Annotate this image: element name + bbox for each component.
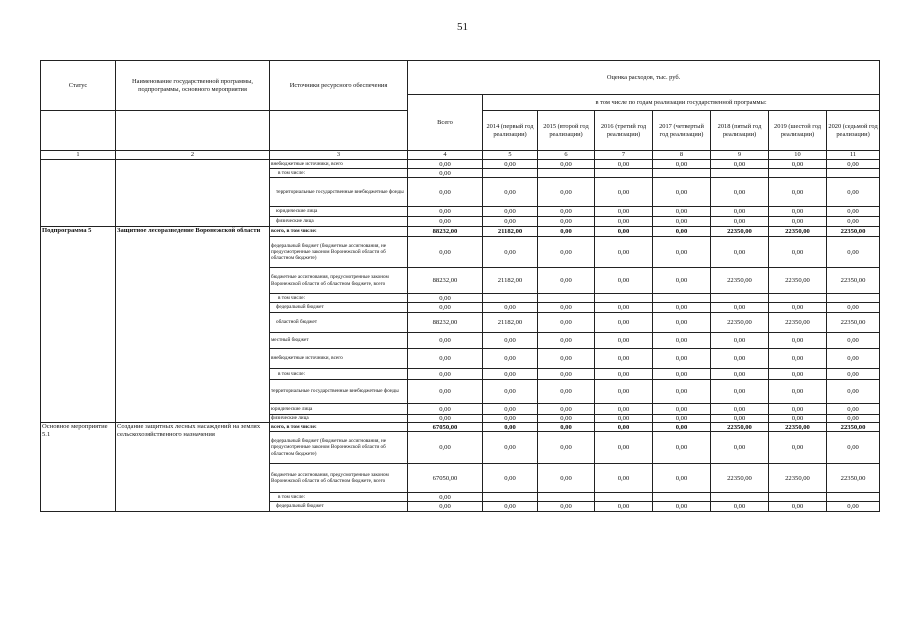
year-value-cell: 0,00 [711,178,769,207]
year-value-cell: 22350,00 [827,313,880,333]
source-cell: территориальные государственные внебюджетные фонды [270,178,408,207]
year-value-cell: 0,00 [595,237,653,268]
year-value-cell: 0,00 [538,303,595,313]
year-value-cell: 0,00 [538,464,595,493]
year-value-cell [483,493,538,502]
table-row [41,423,880,432]
year-value-cell: 0,00 [653,207,711,217]
year-value-cell [711,294,769,303]
total-value-cell: 0,00 [408,493,483,502]
source-cell: юридические лица [270,207,408,217]
year-value-cell: 0,00 [595,227,653,237]
year-value-cell: 0,00 [483,207,538,217]
header-year: 2014 (первый год реализации) [483,111,538,151]
year-value-cell: 22350,00 [827,227,880,237]
total-value-cell: 0,00 [408,217,483,227]
year-value-cell: 0,00 [483,415,538,423]
year-value-cell [827,294,880,303]
column-number: 3 [270,151,408,160]
source-cell: внебюджетные источники, всего [270,160,408,169]
year-value-cell: 0,00 [538,423,595,432]
year-value-cell: 0,00 [769,432,827,464]
total-value-cell: 0,00 [408,160,483,169]
year-value-cell: 0,00 [538,160,595,169]
year-value-cell [483,169,538,178]
year-value-cell [827,169,880,178]
year-value-cell: 0,00 [653,369,711,380]
status-cell: Подпрограмма 5 [41,227,116,423]
header-sources: Источники ресурсного обеспечения [270,61,408,111]
year-value-cell: 0,00 [653,303,711,313]
column-number: 4 [408,151,483,160]
status-cell [41,160,116,227]
source-cell: в том числе: [270,294,408,303]
source-cell: федеральный бюджет (бюджетные ассигнования, не предусмотренные законом Воронежской области об областном бюджете) [270,237,408,268]
year-value-cell: 0,00 [483,333,538,349]
year-value-cell: 0,00 [653,217,711,227]
year-value-cell: 0,00 [595,404,653,415]
year-value-cell [711,493,769,502]
source-cell: всего, в том числе: [270,423,408,432]
year-value-cell: 0,00 [483,178,538,207]
column-number: 11 [827,151,880,160]
year-value-cell: 0,00 [769,380,827,404]
year-value-cell: 0,00 [711,207,769,217]
source-cell: в том числе: [270,369,408,380]
year-value-cell [769,169,827,178]
year-value-cell: 22350,00 [769,423,827,432]
year-value-cell: 0,00 [827,160,880,169]
year-value-cell: 0,00 [595,303,653,313]
header-name: Наименование государственной программы, подпрограммы, основного мероприятия [116,61,270,111]
year-value-cell: 0,00 [827,303,880,313]
year-value-cell: 0,00 [711,380,769,404]
column-number: 6 [538,151,595,160]
year-value-cell: 0,00 [538,349,595,369]
year-value-cell: 22350,00 [827,268,880,294]
year-value-cell: 0,00 [595,313,653,333]
year-value-cell: 0,00 [769,369,827,380]
year-value-cell [595,493,653,502]
year-value-cell: 0,00 [769,207,827,217]
year-value-cell: 21182,00 [483,268,538,294]
year-value-cell: 0,00 [595,502,653,512]
year-value-cell: 0,00 [483,160,538,169]
header-year: 2019 (шестой год реализации) [769,111,827,151]
year-value-cell: 0,00 [483,369,538,380]
year-value-cell: 0,00 [711,303,769,313]
year-value-cell: 0,00 [653,333,711,349]
year-value-cell: 0,00 [769,160,827,169]
total-value-cell: 0,00 [408,237,483,268]
year-value-cell: 0,00 [595,178,653,207]
column-number: 5 [483,151,538,160]
year-value-cell: 0,00 [538,268,595,294]
year-value-cell: 0,00 [711,369,769,380]
column-number: 8 [653,151,711,160]
year-value-cell [653,493,711,502]
year-value-cell: 0,00 [711,349,769,369]
source-cell: юридические лица [270,404,408,415]
year-value-cell: 0,00 [769,217,827,227]
total-value-cell: 88232,00 [408,313,483,333]
year-value-cell: 0,00 [483,349,538,369]
source-cell: федеральный бюджет [270,303,408,313]
total-value-cell: 0,00 [408,207,483,217]
year-value-cell: 0,00 [653,313,711,333]
total-value-cell: 88232,00 [408,268,483,294]
expenditure-table [40,60,880,512]
header-year: 2020 (седьмой год реализации) [827,111,880,151]
year-value-cell: 0,00 [711,502,769,512]
year-value-cell: 22350,00 [711,423,769,432]
total-value-cell: 0,00 [408,415,483,423]
year-value-cell [769,493,827,502]
year-value-cell: 22350,00 [769,464,827,493]
year-value-cell: 0,00 [769,178,827,207]
year-value-cell [538,169,595,178]
source-cell: в том числе: [270,169,408,178]
year-value-cell: 0,00 [827,178,880,207]
year-value-cell: 0,00 [653,380,711,404]
year-value-cell: 21182,00 [483,227,538,237]
year-value-cell: 0,00 [538,178,595,207]
year-value-cell: 0,00 [711,404,769,415]
year-value-cell: 0,00 [483,380,538,404]
year-value-cell: 0,00 [595,268,653,294]
source-cell: бюджетные ассигнования, предусмотренные законом Воронежской области об областном бюджете, всего [270,464,408,493]
year-value-cell: 0,00 [538,369,595,380]
total-value-cell: 0,00 [408,178,483,207]
year-value-cell: 0,00 [653,349,711,369]
year-value-cell: 0,00 [538,333,595,349]
year-value-cell: 0,00 [827,502,880,512]
year-value-cell: 0,00 [595,333,653,349]
status-cell: Основное мероприятие 5.1 [41,423,116,512]
year-value-cell: 0,00 [595,349,653,369]
year-value-cell: 0,00 [827,217,880,227]
year-value-cell: 0,00 [483,432,538,464]
column-number: 1 [41,151,116,160]
year-value-cell: 0,00 [711,237,769,268]
year-value-cell: 0,00 [595,423,653,432]
year-value-cell: 0,00 [711,217,769,227]
source-cell: физические лица [270,415,408,423]
column-number: 7 [595,151,653,160]
table-row [41,160,880,169]
source-cell: бюджетные ассигнования, предусмотренные законом Воронежской области об областном бюджете, всего [270,268,408,294]
page-number: 51 [457,21,468,33]
year-value-cell: 0,00 [538,380,595,404]
column-number: 10 [769,151,827,160]
year-value-cell: 0,00 [653,423,711,432]
year-value-cell: 0,00 [483,217,538,227]
year-value-cell: 22350,00 [711,268,769,294]
year-value-cell: 22350,00 [769,313,827,333]
year-value-cell: 0,00 [538,207,595,217]
program-name-cell [116,160,270,227]
column-number: 9 [711,151,769,160]
year-value-cell: 0,00 [595,207,653,217]
year-value-cell: 0,00 [653,415,711,423]
source-cell: федеральный бюджет (бюджетные ассигнования, не предусмотренные законом Воронежской области об областном бюджете) [270,432,408,464]
total-value-cell: 0,00 [408,380,483,404]
year-value-cell: 21182,00 [483,313,538,333]
source-cell: федеральный бюджет [270,502,408,512]
header-year: 2018 (пятый год реализации) [711,111,769,151]
year-value-cell [827,493,880,502]
header-year: 2017 (четвертый год реализации) [653,111,711,151]
year-value-cell [595,294,653,303]
year-value-cell: 0,00 [483,237,538,268]
source-cell: территориальные государственные внебюджетные фонды [270,380,408,404]
year-value-cell: 0,00 [595,464,653,493]
year-value-cell: 0,00 [653,268,711,294]
year-value-cell: 0,00 [653,432,711,464]
year-value-cell: 22350,00 [769,268,827,294]
year-value-cell: 0,00 [769,333,827,349]
total-value-cell: 0,00 [408,369,483,380]
total-value-cell: 0,00 [408,303,483,313]
table-body [41,160,880,512]
year-value-cell [595,169,653,178]
year-value-cell: 0,00 [827,415,880,423]
total-value-cell: 67050,00 [408,464,483,493]
year-value-cell: 0,00 [653,227,711,237]
year-value-cell: 0,00 [711,432,769,464]
total-value-cell: 88232,00 [408,227,483,237]
source-cell: внебюджетные источники, всего [270,349,408,369]
year-value-cell: 22350,00 [769,227,827,237]
year-value-cell: 0,00 [595,380,653,404]
year-value-cell: 0,00 [595,415,653,423]
year-value-cell: 0,00 [827,404,880,415]
year-value-cell: 0,00 [483,502,538,512]
total-value-cell: 0,00 [408,349,483,369]
header-status: Статус [41,61,116,111]
year-value-cell: 0,00 [711,160,769,169]
year-value-cell [653,169,711,178]
header-by-years: в том числе по годам реализации государственной программы: [483,95,880,111]
year-value-cell: 0,00 [483,464,538,493]
year-value-cell: 0,00 [653,178,711,207]
year-value-cell: 0,00 [769,415,827,423]
program-name-cell: Защитное лесоразведение Воронежской области [116,227,270,423]
year-value-cell: 0,00 [483,423,538,432]
header-year: 2016 (третий год реализации) [595,111,653,151]
year-value-cell: 0,00 [653,404,711,415]
source-cell: местный бюджет [270,333,408,349]
year-value-cell: 0,00 [538,313,595,333]
total-value-cell: 0,00 [408,169,483,178]
source-cell: в том числе: [270,493,408,502]
year-value-cell: 22350,00 [711,227,769,237]
column-number: 2 [116,151,270,160]
year-value-cell: 0,00 [827,333,880,349]
year-value-cell [538,493,595,502]
year-value-cell: 0,00 [769,303,827,313]
total-value-cell: 0,00 [408,294,483,303]
year-value-cell: 0,00 [827,349,880,369]
year-value-cell: 0,00 [538,502,595,512]
year-value-cell: 0,00 [827,432,880,464]
year-value-cell: 0,00 [827,380,880,404]
year-value-cell: 0,00 [538,415,595,423]
year-value-cell: 0,00 [538,404,595,415]
year-value-cell: 0,00 [711,333,769,349]
total-value-cell: 0,00 [408,502,483,512]
year-value-cell: 22350,00 [827,464,880,493]
year-value-cell [653,294,711,303]
year-value-cell: 0,00 [711,415,769,423]
year-value-cell: 0,00 [483,404,538,415]
year-value-cell: 0,00 [653,160,711,169]
year-value-cell: 0,00 [653,237,711,268]
year-value-cell: 0,00 [595,369,653,380]
total-value-cell: 0,00 [408,333,483,349]
year-value-cell: 0,00 [538,227,595,237]
program-name-cell: Создание защитных лесных насаждений на землях сельскохозяйственного назначения [116,423,270,512]
year-value-cell: 0,00 [653,464,711,493]
year-value-cell: 0,00 [827,207,880,217]
year-value-cell: 0,00 [769,404,827,415]
year-value-cell [483,294,538,303]
source-cell: областной бюджет [270,313,408,333]
year-value-cell: 0,00 [827,369,880,380]
table-row [41,227,880,237]
year-value-cell: 0,00 [769,237,827,268]
year-value-cell: 0,00 [538,432,595,464]
source-cell: всего, в том числе: [270,227,408,237]
year-value-cell: 0,00 [769,502,827,512]
year-value-cell: 0,00 [769,349,827,369]
year-value-cell: 22350,00 [827,423,880,432]
total-value-cell: 67050,00 [408,423,483,432]
year-value-cell [538,294,595,303]
year-value-cell [711,169,769,178]
year-value-cell: 0,00 [595,160,653,169]
year-value-cell: 0,00 [538,237,595,268]
year-value-cell [769,294,827,303]
total-value-cell: 0,00 [408,404,483,415]
header-total: Всего [408,95,483,151]
total-value-cell: 0,00 [408,432,483,464]
year-value-cell: 0,00 [653,502,711,512]
year-value-cell: 0,00 [827,237,880,268]
year-value-cell: 0,00 [538,217,595,227]
year-value-cell: 0,00 [483,303,538,313]
header-year: 2015 (второй год реализации) [538,111,595,151]
header-estimate: Оценка расходов, тыс. руб. [408,61,880,95]
year-value-cell: 0,00 [595,217,653,227]
source-cell: физические лица [270,217,408,227]
year-value-cell: 22350,00 [711,313,769,333]
year-value-cell: 22350,00 [711,464,769,493]
year-value-cell: 0,00 [595,432,653,464]
